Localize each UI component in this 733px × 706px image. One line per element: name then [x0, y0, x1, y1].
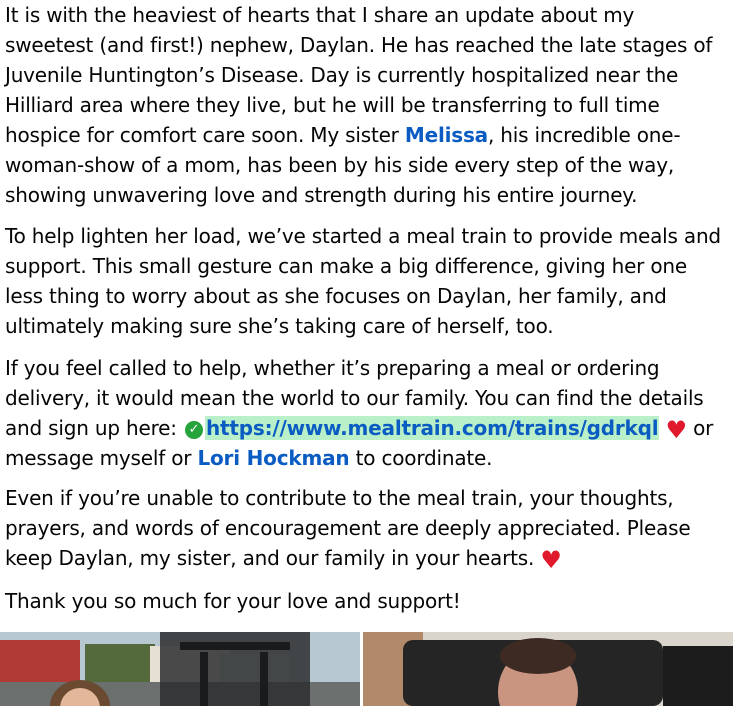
- paragraph-4-text: Even if you’re unable to contribute to the meal train, your thoughts, prayers, and words of encouragement are deeply appreciated. Please keep Daylan, my sister, and our family in your hearts.: [5, 486, 691, 570]
- post-paragraph-5: Thank you so much for your love and support!: [5, 589, 461, 613]
- paragraph-3-text-b: or message myself or: [5, 416, 714, 470]
- mention-melissa[interactable]: Melissa: [404, 123, 488, 147]
- mention-lori-hockman[interactable]: Lori Hockman: [197, 446, 350, 470]
- paragraph-3-text-c: to coordinate.: [349, 446, 493, 470]
- photo-grid: [0, 632, 733, 706]
- red-heart-icon: ♥: [540, 546, 562, 574]
- post-paragraph-4: [5, 483, 725, 573]
- photo-left-scene: [0, 632, 360, 706]
- paragraph-1-text-a: It is with the heaviest of hearts that I share an update about my sweetest (and first!) nephew, Daylan. He has reached the late stages of Juvenile Huntington’s Disease. Day is currently hospitalized near the Hilliard area where they live, but he will be transferring to full time hospice for comfort care soon. My sister: [5, 3, 713, 147]
- post-paragraph-2: To help lighten her load, we’ve started a meal train to provide meals and support. This small gesture can make a big difference, giving her one less thing to worry about as she focuses on Daylan, her family, and ultimately making sure she’s taking care of herself, too.: [5, 224, 721, 338]
- photo-right[interactable]: [363, 632, 733, 706]
- post-paragraph-3: [5, 353, 725, 473]
- photo-right-scene: [363, 632, 733, 706]
- photo-left[interactable]: [0, 632, 360, 706]
- post-paragraph-1: [5, 0, 725, 210]
- paragraph-1-text-b: , his incredible one-woman-show of a mom, has been by his side every step of the way, showing unwavering love and strength during his entire journey.: [5, 123, 681, 207]
- paragraph-3-text-a: If you feel called to help, whether it’s preparing a meal or ordering delivery, it would mean the world to our family. You can find the details and sign up here:: [5, 356, 704, 440]
- check-mark-icon: ✓: [185, 421, 203, 439]
- mealtrain-link[interactable]: https://www.mealtrain.com/trains/gdrkql: [205, 416, 659, 440]
- red-heart-icon: ♥: [665, 416, 687, 444]
